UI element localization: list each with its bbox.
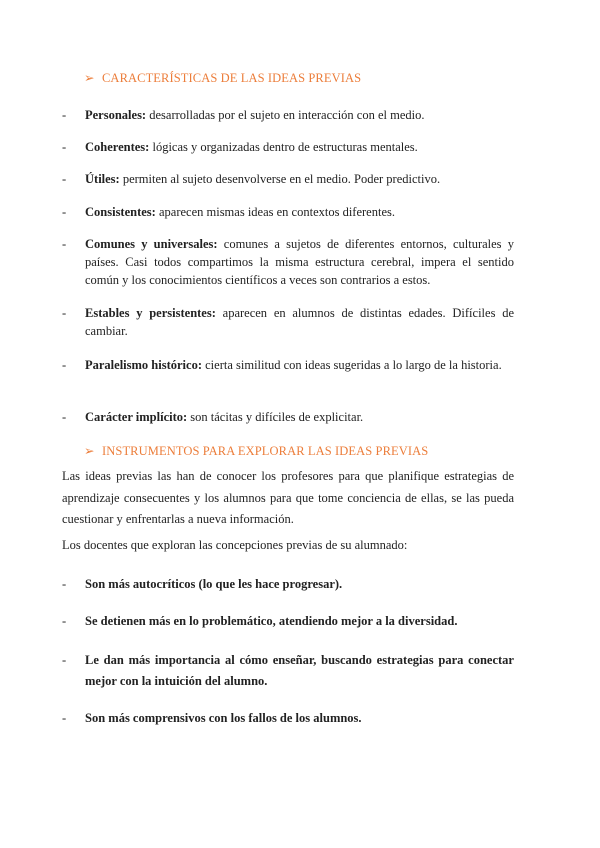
list-item [62,203,514,221]
item-term: Comunes y universales: [85,237,218,251]
dash-bullet: - [62,237,67,251]
item-text: aparecen mismas ideas en contextos diferentes. [155,205,395,219]
dash-bullet: - [62,306,67,320]
item-text: Son más autocríticos (lo que les hace progresar). [85,577,343,591]
item-text: desarrolladas por el sujeto en interacción con el medio. [146,108,425,122]
item-text: cierta similitud con ideas sugeridas a lo largo de la historia. [202,358,502,372]
dash-bullet: - [62,653,67,667]
list-item [62,235,514,290]
section-heading-characteristics [84,70,361,86]
item-text: comunes a sujetos de diferentes entornos, culturales y países. Casi todos compartimos la misma estructura cerebral, impera el sentido común y los conocimientos científicos a veces son contrarios a estos. [85,237,514,288]
item-term: Estables y persistentes: [85,306,216,320]
item-term: Útiles: [85,172,120,186]
item-text: Se detienen más en lo problemático, atendiendo mejor a la diversidad. [85,614,458,628]
list-item [62,611,514,632]
dash-bullet: - [62,358,67,372]
section-title: INSTRUMENTOS PARA EXPLORAR LAS IDEAS PREVIAS [102,444,429,458]
item-term: Consistentes: [85,205,156,219]
dash-bullet: - [62,108,67,122]
list-item [62,574,514,595]
item-text: lógicas y organizadas dentro de estructuras mentales. [149,140,418,154]
dash-bullet: - [62,410,67,424]
item-term: Coherentes: [85,140,150,154]
dash-bullet: - [62,577,67,591]
section-heading-instruments [84,443,428,459]
item-text: Son más comprensivos con los fallos de los alumnos. [85,711,362,725]
item-text: son tácitas y difíciles de explicitar. [187,410,364,424]
dash-bullet: - [62,711,67,725]
paragraph: Las ideas previas las han de conocer los profesores para que planifique estrategias de aprendizaje consecuentes y los alumnos para que tome conciencia de ellas, se las pueda cuestionar y enfrentarlas a nueva información. [62,469,514,526]
paragraph: Los docentes que exploran las concepciones previas de su alumnado: [62,538,408,552]
arrow-bullet-icon: ➢ [84,71,95,85]
item-term: Paralelismo histórico: [85,358,202,372]
section-title: CARACTERÍSTICAS DE LAS IDEAS PREVIAS [102,71,362,85]
item-text: aparecen en alumnos de distintas edades. Difíciles de cambiar. [85,306,514,339]
list-item [62,304,514,340]
dash-bullet: - [62,614,67,628]
item-text: permiten al sujeto desenvolverse en el medio. Poder predictivo. [119,172,441,186]
list-item [62,708,514,729]
item-term: Personales: [85,108,147,122]
arrow-bullet-icon: ➢ [84,444,95,458]
list-item [62,650,514,692]
list-item [62,138,514,156]
dash-bullet: - [62,172,67,186]
dash-bullet: - [62,140,67,154]
dash-bullet: - [62,205,67,219]
list-item [62,408,514,426]
list-item [62,106,514,124]
item-text: Le dan más importancia al cómo enseñar, buscando estrategias para conectar mejor con la intuición del alumno. [85,653,514,688]
list-item [62,170,514,188]
item-term: Carácter implícito: [85,410,188,424]
list-item [62,356,514,374]
